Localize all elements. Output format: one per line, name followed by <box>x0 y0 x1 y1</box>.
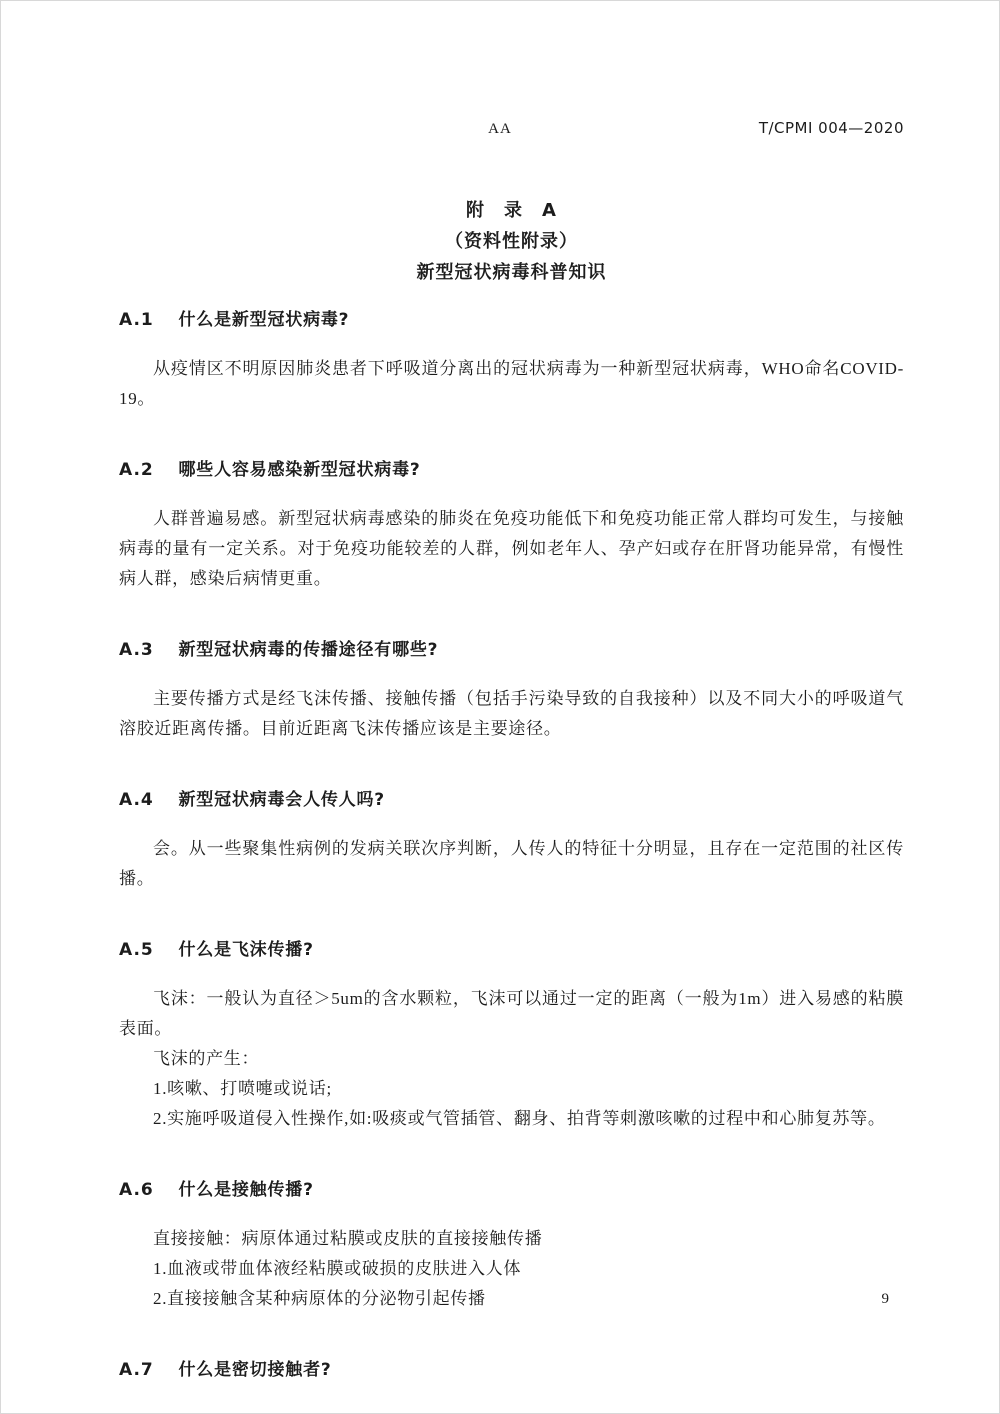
section-title: 什么是密切接触者? <box>178 1360 332 1380</box>
page-header <box>1 1 999 141</box>
section-a6 <box>119 1178 904 1314</box>
section-title: 什么是新型冠状病毒? <box>178 310 350 330</box>
section-number: A.2 <box>119 460 154 480</box>
section-a5 <box>119 938 904 1134</box>
section-title: 新型冠状病毒的传播途径有哪些? <box>178 640 439 660</box>
appendix-title-line2: （资料性附录） <box>445 231 578 252</box>
paragraph: 飞沫：一般认为直径＞5um的含水颗粒，飞沫可以通过一定的距离（一般为1m）进入易感的粘膜表面。 <box>119 989 904 1038</box>
paragraph: 2.实施呼吸道侵入性操作,如:吸痰或气管插管、翻身、拍背等刺激咳嗽的过程中和心肺复苏等。 <box>153 1109 886 1128</box>
appendix-title-line3: 新型冠状病毒科普知识 <box>416 262 607 283</box>
section-number: A.5 <box>119 940 154 960</box>
appendix-title-line1: 附 录 A <box>466 200 557 221</box>
section-number: A.6 <box>119 1180 154 1200</box>
paragraph: 1.咳嗽、打喷嚏或说话; <box>153 1079 332 1098</box>
section-heading <box>119 638 904 662</box>
section-number: A.4 <box>119 790 154 810</box>
paragraph: 飞沫的产生： <box>153 1049 260 1068</box>
paragraph: 人群普遍易感。新型冠状病毒感染的肺炎在免疫功能低下和免疫功能正常人群均可发生，与接触病毒的量有一定关系。对于免疫功能较差的人群，例如老年人、孕产妇或存在肝肾功能异常，有慢性病人群，感染后病情更重。 <box>119 509 904 588</box>
paragraph: 直接接触：病原体通过粘膜或皮肤的直接接触传播 <box>153 1229 543 1248</box>
section-number: A.1 <box>119 310 154 330</box>
page-content <box>1 195 999 1382</box>
section-heading <box>119 308 904 332</box>
sections-container <box>119 308 904 1382</box>
paragraph: 会。从一些聚集性病例的发病关联次序判断，人传人的特征十分明显，且存在一定范围的社区传播。 <box>119 839 904 888</box>
section-title: 哪些人容易感染新型冠状病毒? <box>178 460 421 480</box>
section-number: A.7 <box>119 1360 154 1380</box>
appendix-title-block <box>119 195 904 288</box>
section-heading <box>119 938 904 962</box>
section-heading <box>119 458 904 482</box>
section-number: A.3 <box>119 640 154 660</box>
paragraph: 1.血液或带血体液经粘膜或破损的皮肤进入人体 <box>153 1259 522 1278</box>
section-a7 <box>119 1358 904 1382</box>
section-a1 <box>119 308 904 414</box>
page-number: 9 <box>881 1291 889 1307</box>
section-heading <box>119 1178 904 1202</box>
section-heading <box>119 788 904 812</box>
section-title: 什么是接触传播? <box>178 1180 314 1200</box>
section-title: 什么是飞沫传播? <box>178 940 314 960</box>
section-a2 <box>119 458 904 594</box>
section-heading <box>119 1358 904 1382</box>
paragraph: 主要传播方式是经飞沫传播、接触传播（包括手污染导致的自我接种）以及不同大小的呼吸道气溶胶近距离传播。目前近距离飞沫传播应该是主要途径。 <box>119 689 904 738</box>
header-center-mark: AA <box>488 121 512 137</box>
paragraph: 从疫情区不明原因肺炎患者下呼吸道分离出的冠状病毒为一种新型冠状病毒，WHO命名COVID-19。 <box>119 359 904 408</box>
paragraph: 2.直接接触含某种病原体的分泌物引起传播 <box>153 1289 486 1308</box>
section-a3 <box>119 638 904 744</box>
standard-number: T/CPMI 004—2020 <box>758 119 904 137</box>
section-title: 新型冠状病毒会人传人吗? <box>178 790 385 810</box>
section-a4 <box>119 788 904 894</box>
